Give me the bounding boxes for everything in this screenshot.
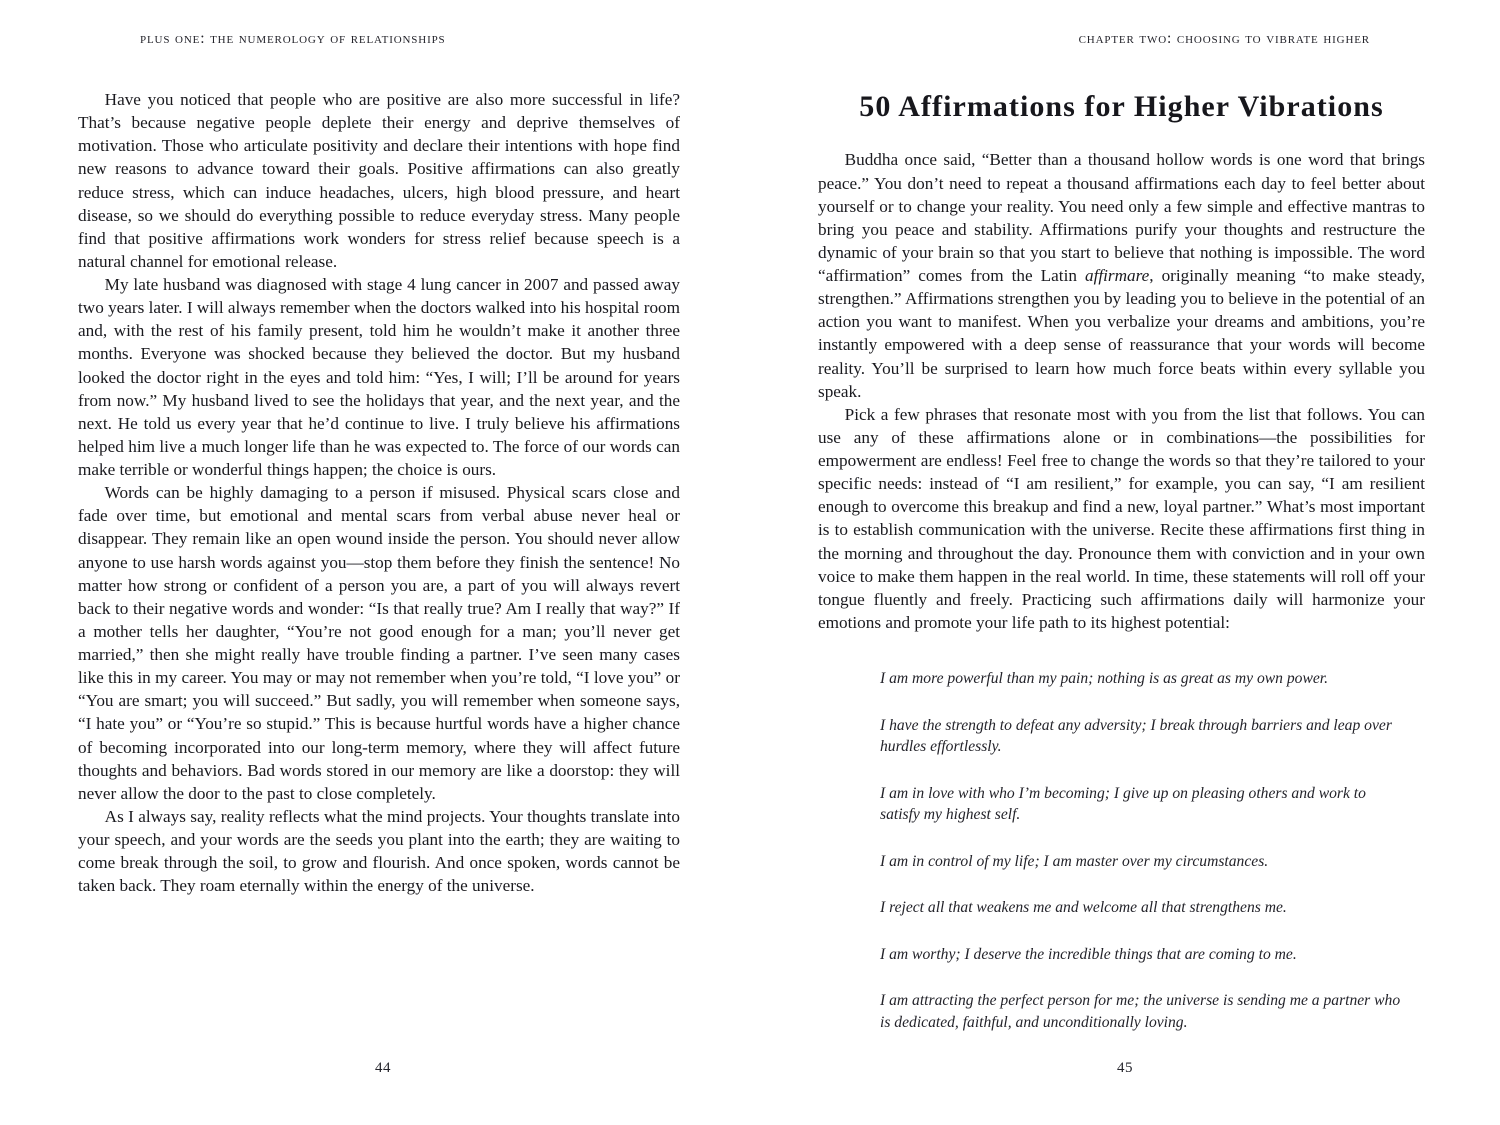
list-item: I reject all that weakens me and welcome all that strengthens me. (880, 899, 1287, 917)
left-running-head: plus one: the numerology of relationships (140, 30, 446, 47)
right-page (750, 0, 1500, 1125)
left-paragraph-3: Words can be highly damaging to a person if misused. Physical scars close and fade over time, but emotional and mental scars from verbal abuse never heal or disappear. They remain like an open wound inside the person. You should never allow anyone to use harsh words against you—stop them before they finish the sentence! No matter how strong or confident of a person you are, a part of you will always revert back to their negative words and wonder: “Is that really true? Am I really that way?” If a mother tells her daughter, “You’re not good enough for a man; you’ll never get married,” then she might really have trouble finding a partner. I’ve seen many cases like this in my career. You may or may not remember when you’re told, “I love you” or “You are smart; you will succeed.” But sadly, you will remember when someone says, “I hate you” or “You’re so stupid.” This is because hurtful words have a higher chance of becoming incorporated into our long-term memory, where they will affect future thoughts and behaviors. Bad words stored in our memory are like a doorstop: they will never allow the door to the past to close completely. (78, 483, 680, 803)
affirmation-list (818, 668, 1425, 1033)
list-item: I am in control of my life; I am master over my circumstances. (880, 852, 1269, 870)
list-item: I am more powerful than my pain; nothing is as great as my own power. (880, 670, 1329, 688)
right-paragraph-2: Pick a few phrases that resonate most with you from the list that follows. You can use any of these affirmations alone or in combinations—the possibilities for empowerment are endless! Feel free to change the words so that they’re tailored to your specific needs: instead of “I am resilient,” for example, you can say, “I am resilient enough to overcome this breakup and find a new, loyal partner.” What’s most important is to establish communication with the universe. Recite these affirmations first thing in the morning and throughout the day. Pronounce them with conviction and in your own voice to make them happen in the real world. In time, these statements will roll off your tongue fluently and freely. Practicing such affirmations daily will harmonize your emotions and promote your life path to its highest potential: (818, 404, 1425, 632)
page-title: 50 Affirmations for Higher Vibrations (859, 90, 1384, 123)
list-item: I am worthy; I deserve the incredible things that are coming to me. (880, 945, 1297, 963)
left-paragraph-4: As I always say, reality reflects what the mind projects. Your thoughts translate into your speech, and your words are the seeds you plant into the earth; they are waiting to come break through the soil, to grow and flourish. And once spoken, words cannot be taken back. They roam eternally within the energy of the universe. (78, 806, 680, 896)
right-running-head: chapter two: choosing to vibrate higher (1078, 30, 1370, 47)
left-page-number: 44 (375, 1060, 391, 1076)
list-item: I am in love with who I’m becoming; I give up on pleasing others and work to satisfy my highest self. (880, 784, 1366, 824)
right-paragraph-1: Buddha once said, “Better than a thousand hollow words is one word that brings peace.” You don’t need to repeat a thousand affirmations each day to feel better about yourself or to change your reality. You need only a few simple and effective mantras to bring you peace and stability. Affirmations purify your thoughts and restructure the dynamic of your brain so that you start to believe that nothing is impossible. The word “affirmation” comes from the Latin affirmare, originally meaning “to make steady, strengthen.” Affirmations strengthen you by leading you to believe in the potential of an action you want to manifest. When you verbalize your dreams and ambitions, you’re instantly empowered with a deep sense of reassurance that your words will become reality. You’ll be surprised to learn how much force beats within every syllable you speak. (818, 150, 1425, 401)
list-item: I have the strength to defeat any adversity; I break through barriers and leap over hurdles effortlessly. (880, 716, 1392, 756)
left-paragraph-2: My late husband was diagnosed with stage 4 lung cancer in 2007 and passed away two years later. I will always remember when the doctors walked into his hospital room and, with the rest of his family present, told him he wouldn’t make it another three months. Everyone was shocked because they believed the doctor. But my husband looked the doctor right in the eyes and told him: “Yes, I will; I’ll be around for years from now.” My husband lived to see the holidays that year, and the next year, and the next. He told us every year that he’d continue to live. I truly believe his affirmations helped him live a much longer life than he was expected to. The force of our words can make terrible or wonderful things happen; the choice is ours. (78, 275, 680, 479)
list-item: I am attracting the perfect person for me; the universe is sending me a partner who is dedicated, faithful, and unconditionally loving. (880, 992, 1401, 1031)
left-paragraph-1: Have you noticed that people who are positive are also more successful in life? That’s because negative people deplete their energy and deprive themselves of motivation. Those who articulate positivity and declare their intentions with hope find new reasons to advance toward their goals. Positive affirmations can also greatly reduce stress, which can induce headaches, ulcers, high blood pressure, and heart disease, so we should do everything possible to reduce everyday stress. Many people find that positive affirmations work wonders for stress relief because speech is a natural channel for emotional release. (78, 90, 680, 271)
right-page-number: 45 (1117, 1060, 1133, 1076)
